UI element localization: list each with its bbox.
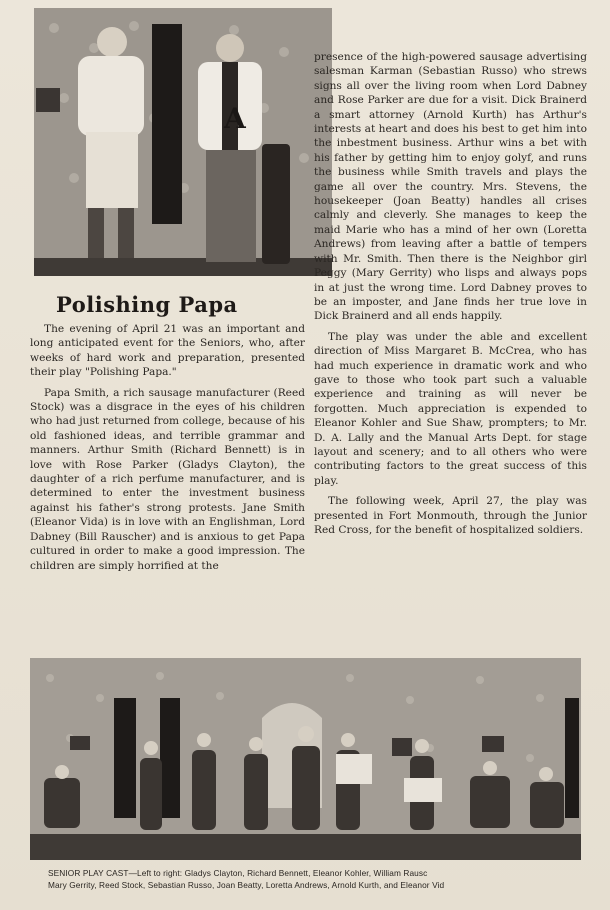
caption-line: SENIOR PLAY CAST—Left to right: Gladys Clayton, Richard Bennett, Eleanor Kohler, William Rausc <box>48 868 428 878</box>
paragraph: Papa Smith, a rich sausage manufacturer (Reed Stock) was a disgrace in the eyes of his children who had just returned from college, because of his old fashioned ideas, and terrible grammar and manners. Arthur Smith (Richard Bennett) is in love with Rose Parker (Gladys Clayton), the daughter of a rich perfume manufacturer, and is determined to enter the investment business against his father's strong protests. Jane Smith (Eleanor Vida) is in love with an Englishman, Lord Dabney (Bill Rauscher) and is anxious to get Papa cultured in order to make a good impression. The children are simply horrified at the <box>30 386 305 572</box>
article-column-left <box>30 322 305 579</box>
sweater-letter: A <box>224 102 246 135</box>
article-column-right <box>314 50 587 543</box>
stage-photo-two-actors <box>34 8 332 276</box>
paragraph: presence of the high-powered sausage advertising salesman Karman (Sebastian Russo) who strews signs all over the living room when Lord Dabney and Rose Parker are due for a visit. Dick Brainerd a smart attorney (Arnold Kurth) has Arthur's interests at heart and does his best to get him into the inbestment business. Arthur wins a bet with his father by getting him to enjoy golyf, and runs the business while Smith travels and plays the game all over the country. Mrs. Stevens, the housekeeper (Joan Beatty) handles all crises calmly and cleverly. She manages to keep the maid Marie who has a mind of her own (Loretta Andrews) from leaving after a battle of tempers with Mr. Smith. Then there is the Neighbor girl Peggy (Mary Gerrity) who lisps and always pops in at just the wrong time. Lord Dabney proves to be an imposter, and Jane finds her true love in Dick Brainerd and all ends happily. <box>314 51 587 323</box>
paragraph: The evening of April 21 was an important and long anticipated event for the Seniors, who, after weeks of hard work and preparation, presented their play "Polishing Papa." <box>30 323 305 379</box>
article-title: Polishing Papa <box>56 292 238 317</box>
paragraph: The following week, April 27, the play was presented in Fort Monmouth, through the Junior Red Cross, for the benefit of hospitalized soldiers. <box>314 495 587 536</box>
cast-photo <box>30 658 581 860</box>
stage-photo-illustration <box>34 8 332 276</box>
caption-line: Mary Gerrity, Reed Stock, Sebastian Russo, Joan Beatty, Loretta Andrews, Arnold Kurth, and Eleanor Vid <box>48 880 445 890</box>
photo-caption <box>48 867 568 891</box>
cast-photo-illustration <box>30 658 581 860</box>
paragraph: The play was under the able and excellent direction of Miss Margaret B. McCrea, who has had much experience in dramatic work and who gave to those who took part such a valuable experience and training as will never be forgotten. Much appreciation is expended to Eleanor Kohler and Sue Shaw, prompters; to Mr. D. A. Lally and the Manual Arts Dept. for stage layout and scenery; and to all others who were contributing factors to the great success of this play. <box>314 330 587 487</box>
